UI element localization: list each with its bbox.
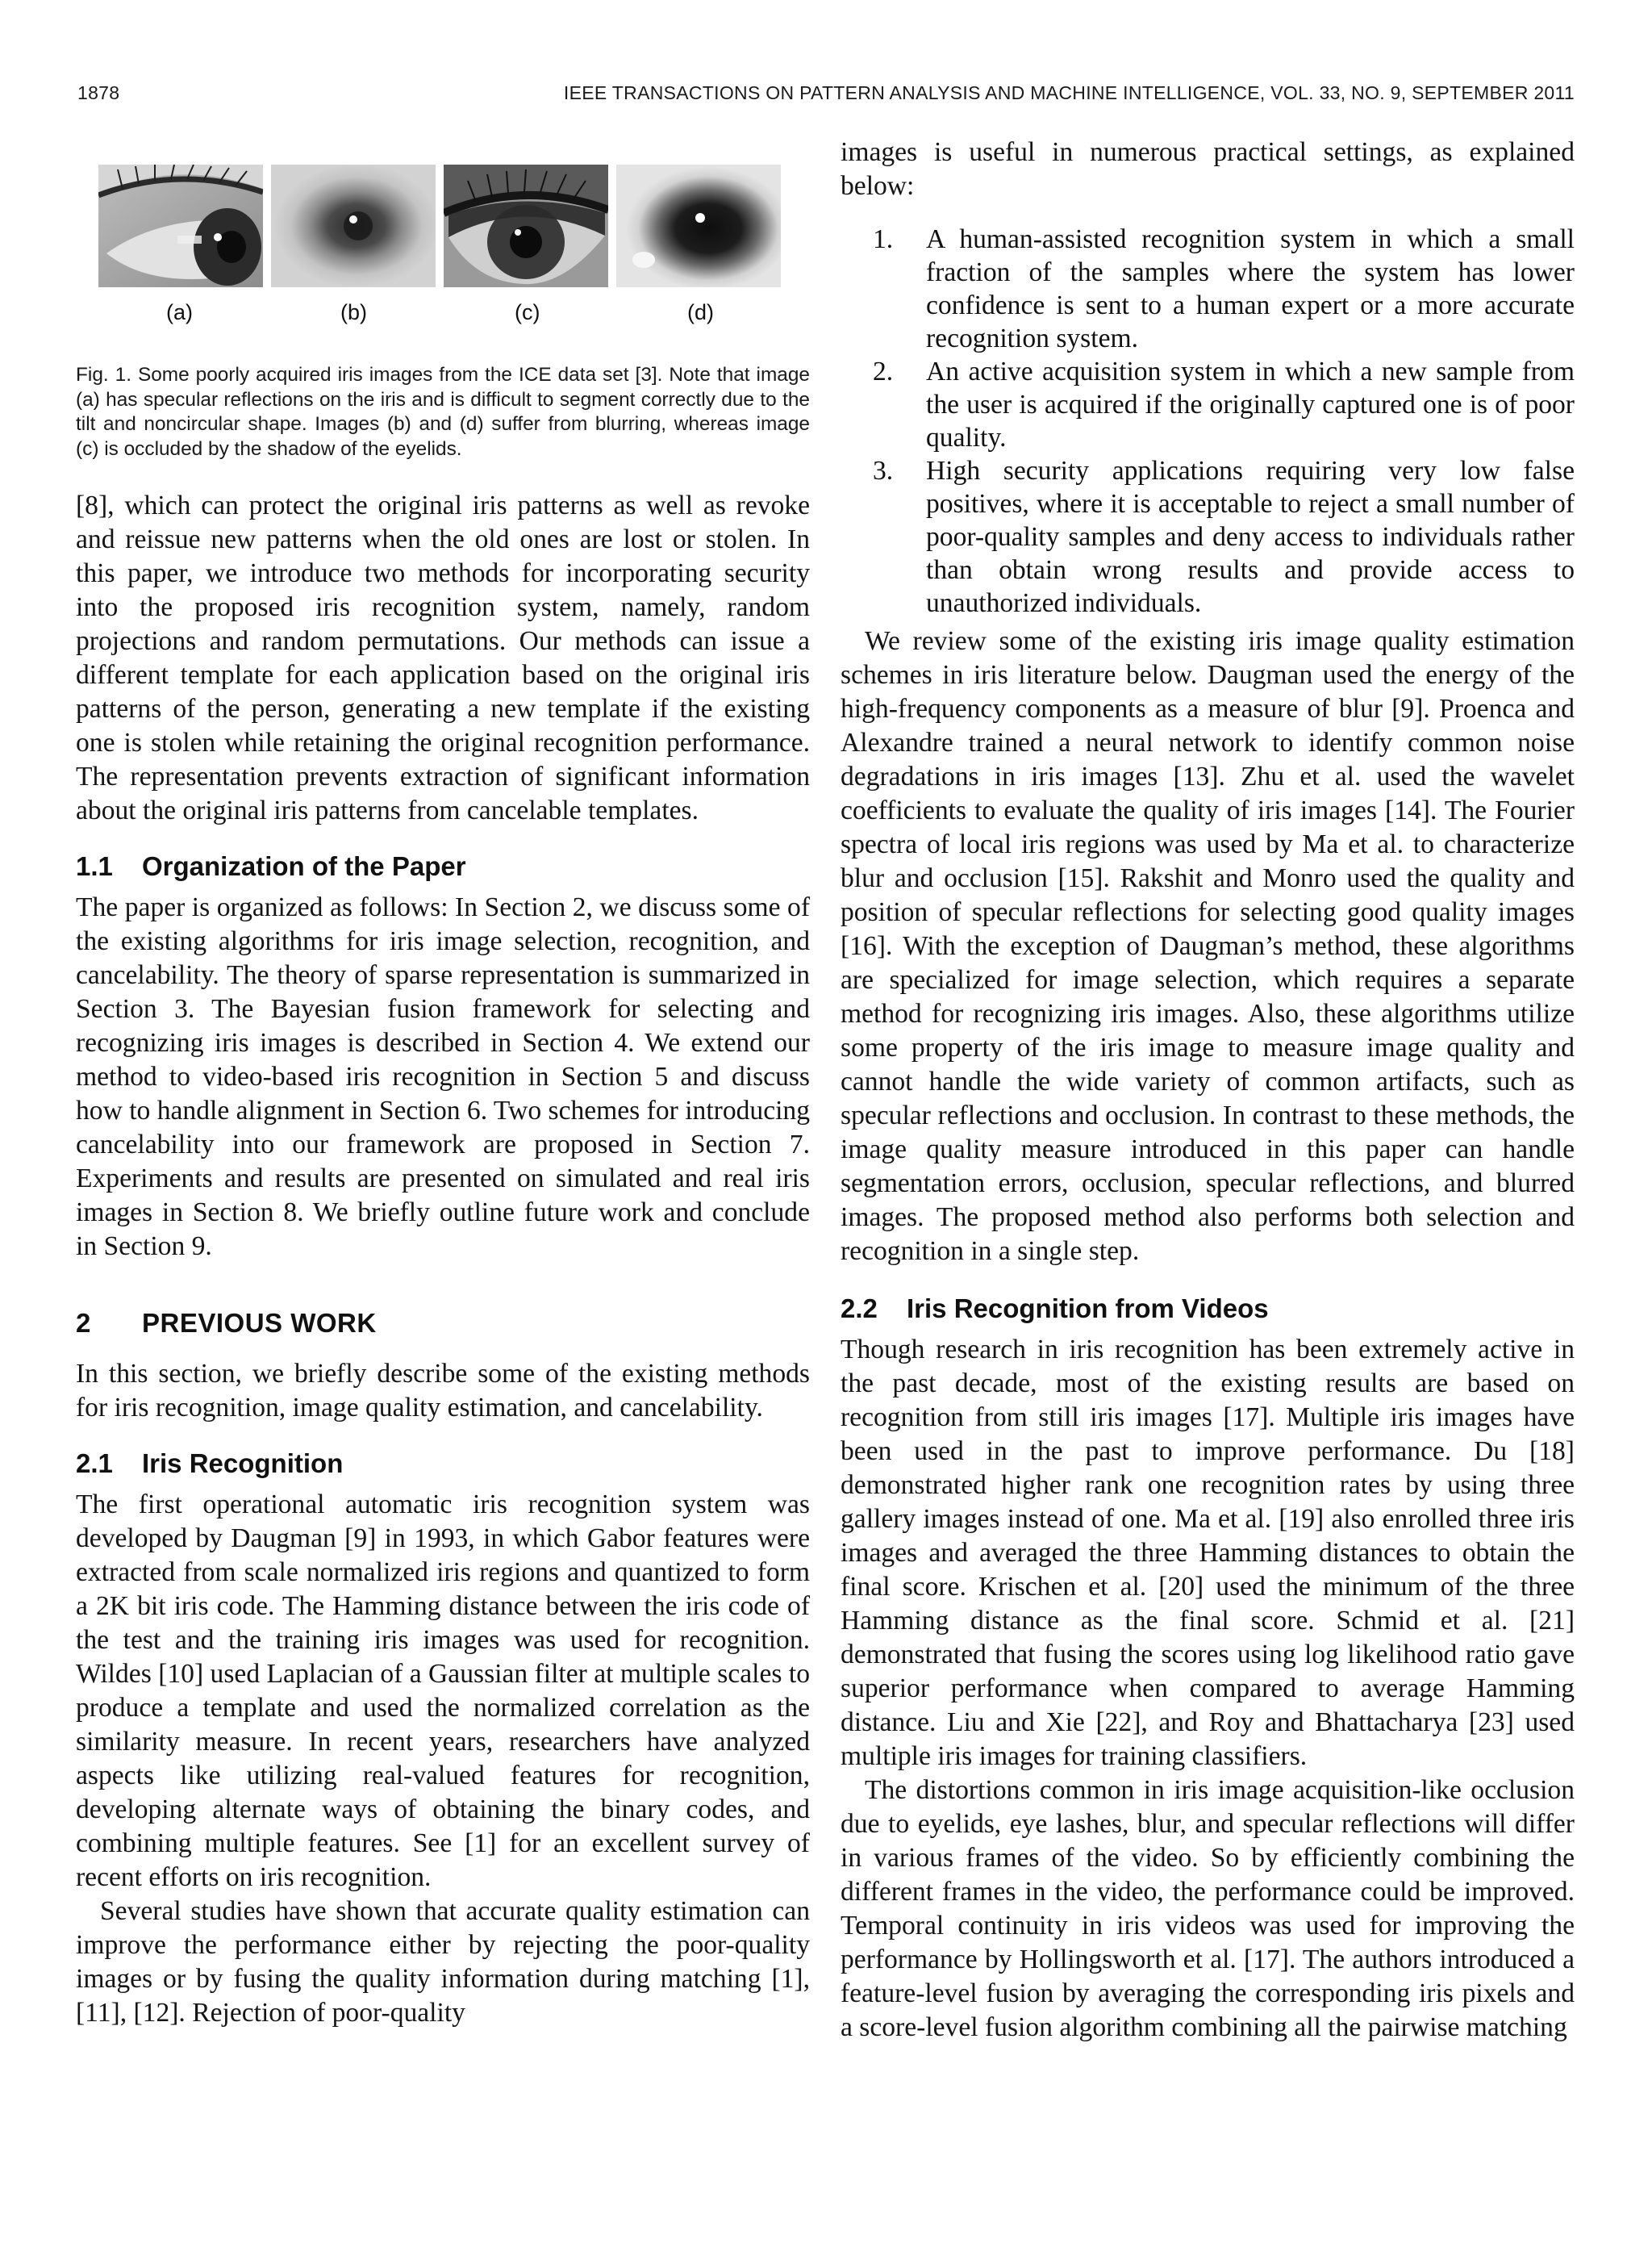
iris-image-b-graphic	[271, 165, 436, 287]
section-heading-2	[76, 1307, 810, 1339]
list-item-text: A human-assisted recognition system in which a small fraction of the samples where the system has lower confidence is sent to a human expert or a more accurate recognition system.	[926, 224, 1575, 353]
left-body	[76, 489, 810, 828]
page-number: 1878	[77, 82, 120, 103]
figure-label-d: (d)	[687, 300, 714, 324]
iris-image-b	[271, 165, 436, 287]
section-number-2-2: 2.2	[841, 1293, 878, 1323]
iris-image-c-graphic	[444, 165, 608, 287]
section-title-2-2: Iris Recognition from Videos	[907, 1293, 1269, 1323]
journal-title: IEEE TRANSACTIONS ON PATTERN ANALYSIS AND MACHINE INTELLIGENCE, VOL. 33, NO. 9, SEPTEMBER 2011	[563, 82, 1575, 103]
applications-list	[841, 223, 1575, 620]
iris-image-d-graphic	[616, 165, 781, 287]
section-heading-1-1	[76, 850, 810, 883]
section-number-1-1: 1.1	[76, 851, 113, 881]
paragraph-intro: [8], which can protect the original iris patterns as well as revoke and reissue new patterns when the old ones are lost or stolen. In this paper, we introduce two methods for incorporating security into the proposed iris recognition system, namely, random projections and random permutations. Our methods can issue a different template for each application based on the original iris patterns of the person, generating a new template if the existing one is stolen while retaining the original recognition performance. The representation prevents extraction of significant information about the original iris patterns from cancelable templates.	[76, 491, 810, 825]
videos-body	[841, 1333, 1575, 2045]
list-item-number: 1.	[873, 224, 894, 254]
list-item-text: An active acquisition system in which a new sample from the user is acquired if the originally captured one is of poor quality.	[926, 357, 1575, 453]
iris-image-c	[444, 165, 608, 287]
paragraph-continued: images is useful in numerous practical settings, as explained below:	[841, 137, 1575, 201]
figure-label-c: (c)	[515, 300, 540, 324]
figure-1-caption: Fig. 1. Some poorly acquired iris images from the ICE data set [3]. Note that image (a) has specular reflections on the iris and is difficult to segment correctly due to the tilt and noncircular shape. Images (b) and (d) suffer from blurring, whereas image (c) is occluded by the shadow of the eyelids.	[76, 364, 810, 460]
paragraph-organization: The paper is organized as follows: In Section 2, we discuss some of the existing algorithms for iris image selection, recognition, and cancelability. The theory of sparse representation is summarized in Section 3. The Bayesian fusion framework for selecting and recognizing iris images is described in Section 4. We extend our method to video-based iris recognition in Section 5 and discuss how to handle alignment in Section 6. Two schemes for introducing cancelability into our framework are proposed in Section 7. Experiments and results are presented on simulated and real iris images in Section 8. We briefly outline future work and conclude in Section 9.	[76, 892, 811, 1261]
paragraph-iris-recognition-2: Several studies have shown that accurate quality estimation can improve the performance either by rejecting the poor-quality images or by fusing the quality information during matching [1], [11], [12]. Rejection of poor-quality	[76, 1896, 810, 2028]
iris-image-d	[616, 165, 781, 287]
paragraph-quality-review: We review some of the existing iris image quality estimation schemes in iris literature below. Daugman used the energy of the high-frequency components as a measure of blur [9]. Proenca and Alexandre trained a neural network to identify common noise degradations in iris images [13]. Zhu et al. used the wavelet coefficients to evaluate the quality of iris images [14]. The Fourier spectra of local iris regions was used by Ma et al. to characterize blur and occlusion [15]. Rakshit and Monro used the quality and position of specular reflections for selecting good quality images [16]. With the exception of Daugman’s method, these algorithms are specialized for image selection, which requires a separate method for recognizing iris images. Also, these algorithms utilize some property of the iris image to measure image quality and cannot handle the wide variety of common artifacts, such as specular reflections and occlusion. In contrast to these methods, the image quality measure introduced in this paper can handle segmentation errors, occlusion, specular reflections, and blurred images. The proposed method also performs both selection and recognition in a single step.	[841, 626, 1575, 1266]
section-title-2-1: Iris Recognition	[142, 1448, 344, 1478]
iris-image-a	[98, 165, 263, 287]
paragraph-videos-2: The distortions common in iris image acquisition-like occlusion due to eyelids, eye lashes, blur, and specular reflections will differ in various frames of the video. So by efficiently combining the different frames in the video, the performance could be improved. Temporal continuity in iris videos was used for improving the performance by Hollingsworth et al. [17]. The authors introduced a feature-level fusion by averaging the corresponding iris pixels and a score-level fusion algorithm combining all the pairwise matching	[841, 1775, 1575, 2042]
section-title-1-1: Organization of the Paper	[142, 851, 466, 881]
figure-label-b: (b)	[340, 300, 367, 324]
quality-review-body	[841, 625, 1575, 1268]
organization-body	[76, 891, 810, 1264]
iris-image-a-graphic	[98, 165, 263, 287]
paragraph-videos-1: Though research in iris recognition has been extremely active in the past decade, most of the existing results are based on recognition from still iris images [17]. Multiple iris images have been used in the past to improve performance. Du [18] demonstrated higher rank one recognition rates by using three gallery images instead of one. Ma et al. [19] also enrolled three iris images and averaged the three Hamming distances to obtain the final score. Krischen et al. [20] used the minimum of the three Hamming distance as the final score. Schmid et al. [21] demonstrated that fusing the scores using log likelihood ratio gave superior performance when compared to average Hamming distance. Liu and Xie [22], and Roy and Bhattacharya [23] used multiple iris images for training classifiers.	[841, 1335, 1575, 1771]
list-item-number: 2.	[873, 357, 894, 386]
paragraph-previous-work: In this section, we briefly describe some of the existing methods for iris recognition, image quality estimation, and cancelability.	[76, 1359, 810, 1423]
previous-work-body	[76, 1357, 810, 1425]
figure-label-a: (a)	[166, 300, 193, 324]
right-body-top	[841, 136, 1575, 203]
section-number-2: 2	[76, 1308, 91, 1338]
figure-1-labels	[76, 292, 810, 340]
left-column	[76, 136, 810, 2030]
section-heading-2-1	[76, 1448, 810, 1480]
list-item	[841, 454, 1575, 620]
iris-recognition-body	[76, 1488, 810, 2030]
list-item	[841, 223, 1575, 355]
section-title-2: PREVIOUS WORK	[142, 1308, 377, 1338]
right-column	[841, 136, 1575, 2045]
figure-1-images	[76, 147, 810, 292]
list-item-number: 3.	[873, 456, 894, 486]
section-heading-2-2	[841, 1293, 1575, 1325]
list-item-text: High security applications requiring very low false positives, where it is acceptable to reject a small number of poor-quality samples and deny access to individuals rather than obtain wrong results and provide access to unauthorized individuals.	[926, 456, 1575, 618]
list-item	[841, 355, 1575, 454]
section-number-2-1: 2.1	[76, 1448, 113, 1478]
running-header	[77, 82, 1575, 110]
paragraph-iris-recognition-1: The first operational automatic iris recognition system was developed by Daugman [9] in 1993, in which Gabor features were extracted from scale normalized iris regions and quantized to form a 2K bit iris code. The Hamming distance between the iris code of the test and the training iris images was used for recognition. Wildes [10] used Laplacian of a Gaussian filter at multiple scales to produce a template and used the normalized correlation as the similarity measure. In recent years, researchers have analyzed aspects like utilizing real-valued features for recognition, developing alternate ways of obtaining the binary codes, and combining multiple features. See [1] for an excellent survey of recent efforts on iris recognition.	[76, 1489, 810, 1892]
